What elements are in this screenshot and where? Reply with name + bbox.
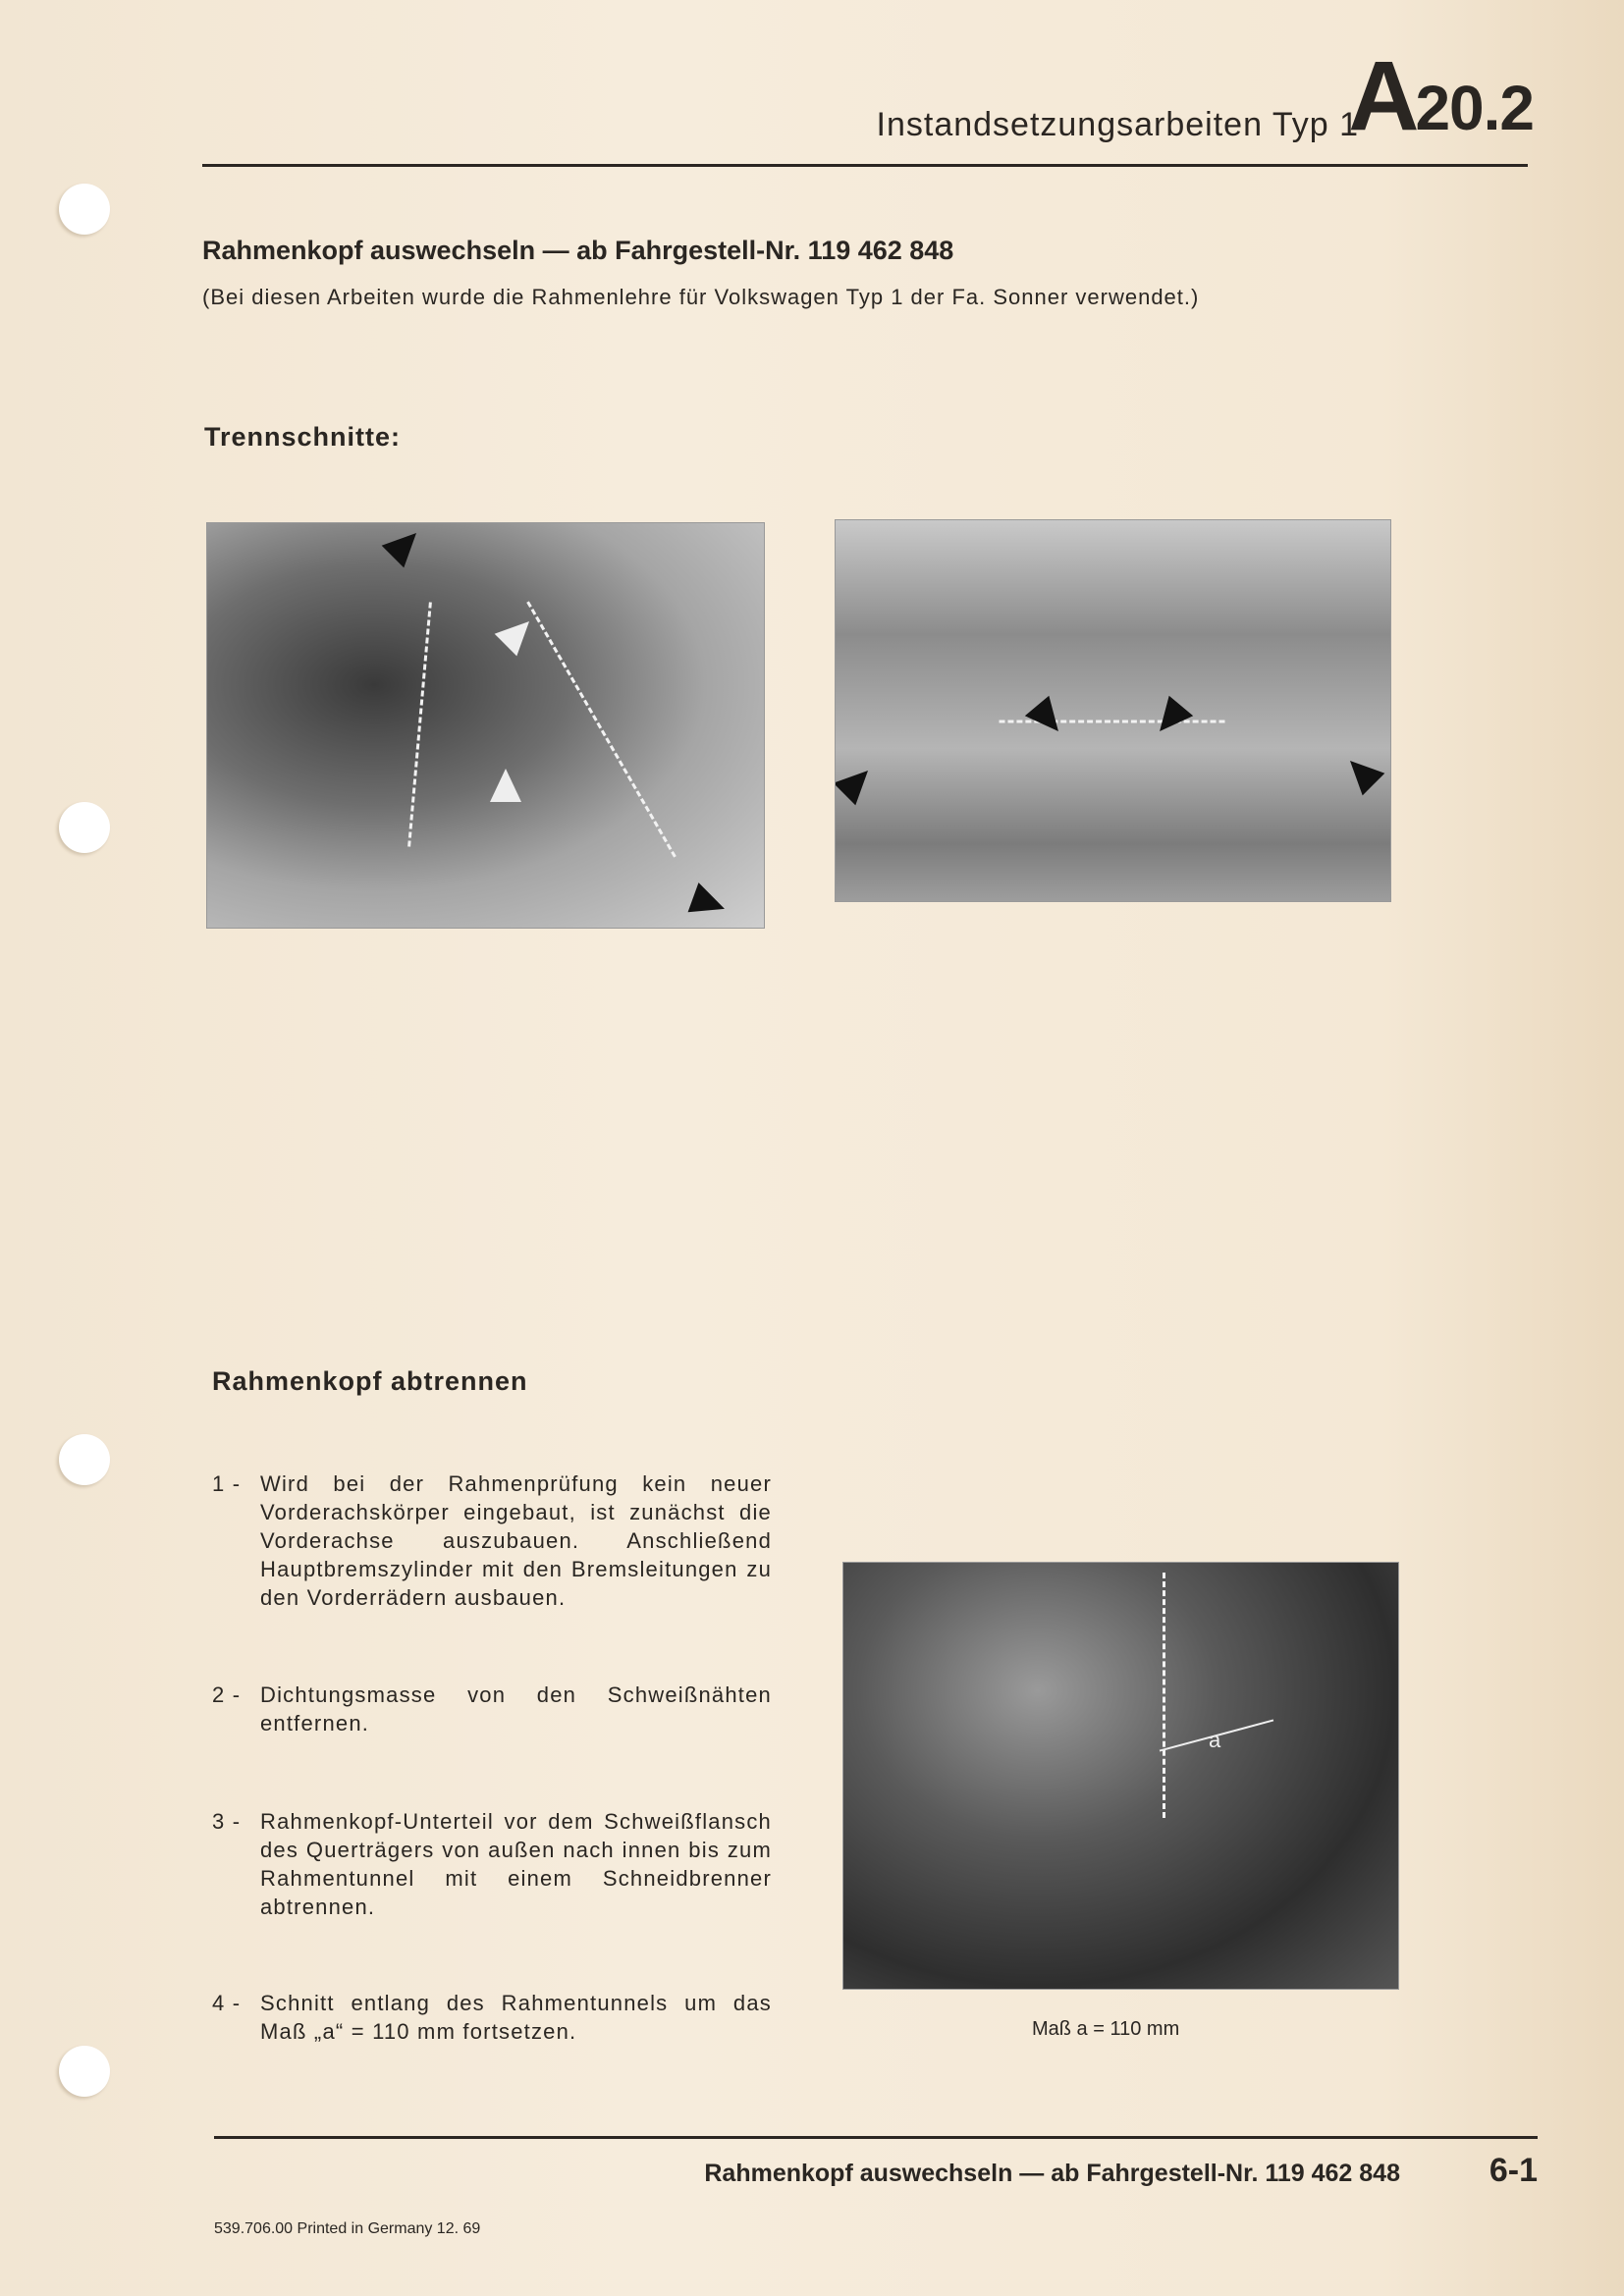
footer-title: Rahmenkopf auswechseln — ab Fahrgestell-Nr. 119 462 848	[704, 2160, 1400, 2187]
footer-rule	[214, 2136, 1538, 2139]
header-section: Instandsetzungsarbeiten Typ 1	[876, 106, 1359, 143]
photo-frame-head-front	[835, 519, 1391, 902]
arrow-icon	[1025, 696, 1070, 742]
step-number: 2 -	[212, 1682, 242, 1707]
section-heading-abtrennen: Rahmenkopf abtrennen	[212, 1366, 528, 1396]
page-number: 6-1	[1489, 2152, 1538, 2189]
step-item	[212, 1681, 772, 1737]
step-item	[212, 1469, 772, 1612]
step-number: 1 -	[212, 1471, 242, 1496]
page-subtitle: (Bei diesen Arbeiten wurde die Rahmenlehre für Volkswagen Typ 1 der Fa. Sonner verwendet.)	[202, 285, 1200, 309]
arrow-icon	[835, 760, 879, 806]
step-item	[212, 1807, 772, 1921]
step-text: Schnitt entlang des Rahmentunnels um das Maß „a“ = 110 mm fortsetzen.	[260, 1991, 772, 2044]
arrow-icon	[382, 522, 428, 567]
cut-line	[526, 601, 677, 857]
cut-line	[407, 602, 432, 846]
step-text: Rahmenkopf-Unterteil vor dem Schweißflansch des Querträgers von außen nach innen bis zum Rahmentunnel mit einem Schneidbrenner abtrennen.	[260, 1809, 772, 1919]
dimension-label: a	[1209, 1728, 1221, 1752]
step-text: Wird bei der Rahmenprüfung kein neuer Vorderachskörper eingebaut, ist zunächst die Vorderachse auszubauen. Anschließend Hauptbremszylinder mit den Bremsleitungen zu den Vorderrädern ausbauen.	[260, 1471, 772, 1610]
photo-frame-measurement	[842, 1562, 1399, 1990]
section-code-number: 20.2	[1415, 73, 1534, 143]
arrow-icon	[1148, 696, 1193, 742]
arrow-icon	[495, 611, 541, 657]
step-number: 3 -	[212, 1809, 242, 1834]
punch-hole	[59, 2046, 110, 2097]
photo-caption: Maß a = 110 mm	[1032, 2018, 1180, 2040]
cut-line	[1163, 1573, 1165, 1818]
page-title: Rahmenkopf auswechseln — ab Fahrgestell-Nr. 119 462 848	[202, 236, 954, 265]
step-text: Dichtungsmasse von den Schweißnähten entfernen.	[260, 1682, 772, 1735]
print-info: 539.706.00 Printed in Germany 12. 69	[214, 2220, 481, 2237]
step-item	[212, 1989, 772, 2046]
header-rule	[202, 164, 1528, 167]
punch-hole	[59, 802, 110, 853]
arrow-icon	[490, 769, 521, 802]
section-code	[1348, 41, 1534, 157]
punch-hole	[59, 1434, 110, 1485]
punch-hole	[59, 184, 110, 235]
step-number: 4 -	[212, 1991, 242, 2015]
photo-frame-head-side	[206, 522, 765, 929]
section-code-letter: A	[1348, 41, 1416, 151]
arrow-icon	[1339, 750, 1385, 796]
section-heading-trennschnitte: Trennschnitte:	[204, 422, 402, 452]
arrow-icon	[688, 882, 731, 924]
